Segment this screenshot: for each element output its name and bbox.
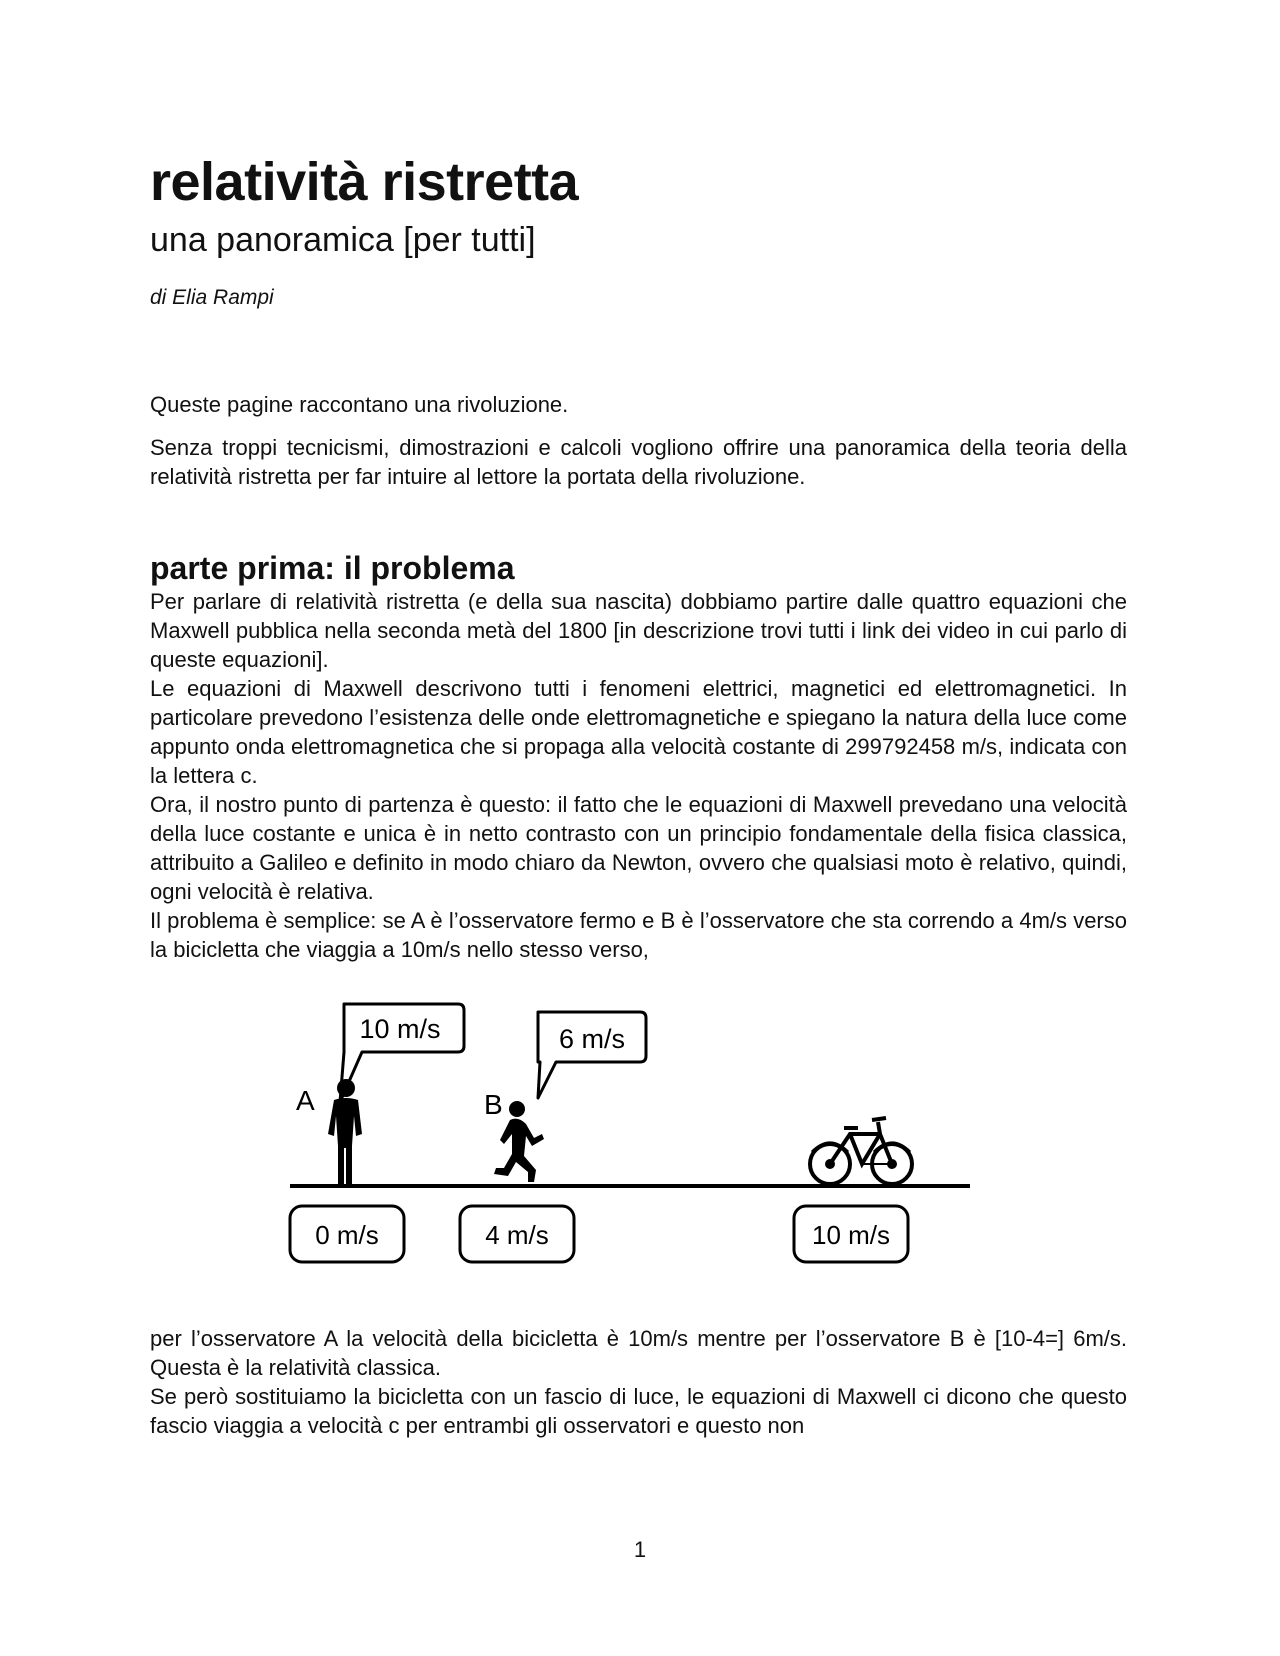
document-subtitle: una panoramica [per tutti] (150, 221, 536, 259)
section-paragraph-3: Ora, il nostro punto di partenza è questo: il fatto che le equazioni di Maxwell prevedano una velocità della luce costante e unica è in netto contrasto con un principio fondamentale della fisica classica, attribuito a Galileo e definito in modo chiaro da Newton, ovvero che qualsiasi moto è relativo, quindi, ogni velocità è relativa. (150, 792, 1127, 904)
observer-b-label: B (484, 1089, 503, 1120)
speed-box-a (290, 1206, 404, 1262)
speed-box-b (460, 1206, 574, 1262)
speed-box-bike-text: 10 m/s (811, 1220, 891, 1250)
bicycle-icon (810, 1118, 912, 1184)
standing-person-icon (328, 1079, 362, 1184)
section-paragraph-1: Per parlare di relatività ristretta (e della sua nascita) dobbiamo partire dalle quattro equazioni che Maxwell pubblica nella seconda metà del 1800 [in descrizione trovi tutti i link dei video in cui parlo di queste equazioni]. (150, 589, 1127, 672)
observer-a-label: A (296, 1085, 315, 1116)
section-body (150, 587, 1127, 964)
velocity-diagram (150, 984, 1127, 1314)
speed-box-b-text: 4 m/s (485, 1220, 549, 1250)
bubble-b-text: 6 m/s (558, 1024, 626, 1054)
after-paragraph-2: Se però sostituiamo la bicicletta con un fascio di luce, le equazioni di Maxwell ci dicono che questo fascio viaggia a velocità c per entrambi gli osservatori e questo non (150, 1384, 1127, 1438)
speech-bubble-a (340, 1004, 464, 1102)
bubble-a-text: 10 m/s (359, 1014, 441, 1044)
section-heading: parte prima: il problema (150, 550, 515, 586)
after-paragraph-1: per l’osservatore A la velocità della bicicletta è 10m/s mentre per l’osservatore B è [10-4=] 6m/s. Questa è la relatività classica. (150, 1326, 1127, 1380)
page-number: 1 (633, 1537, 647, 1562)
document-title: relatività ristretta (150, 152, 579, 212)
document-author: di Elia Rampi (150, 286, 274, 309)
section-paragraph-2: Le equazioni di Maxwell descrivono tutti i fenomeni elettrici, magnetici ed elettromagnetici. In particolare prevedono l’esistenza delle onde elettromagnetiche e spiegano la natura della luce come appunto onda elettromagnetica che si propaga alla velocità costante di 299792458 m/s, indicata con la lettera c. (150, 676, 1127, 788)
intro-paragraph-1: Queste pagine raccontano una rivoluzione. (150, 392, 569, 417)
section-body-continued (150, 1324, 1127, 1440)
intro-paragraph-2: Senza troppi tecnicismi, dimostrazioni e calcoli vogliono offrire una panoramica della teoria della relatività ristretta per far intuire al lettore la portata della rivoluzione. (150, 435, 1127, 489)
speed-box-a-text: 0 m/s (315, 1220, 379, 1250)
speed-box-bike (794, 1206, 908, 1262)
document-page (150, 150, 1127, 1440)
speech-bubble-b (538, 1012, 646, 1098)
section-paragraph-4: Il problema è semplice: se A è l’osservatore fermo e B è l’osservatore che sta correndo a 4m/s verso la bicicletta che viaggia a 10m/s nello stesso verso, (150, 908, 1127, 962)
